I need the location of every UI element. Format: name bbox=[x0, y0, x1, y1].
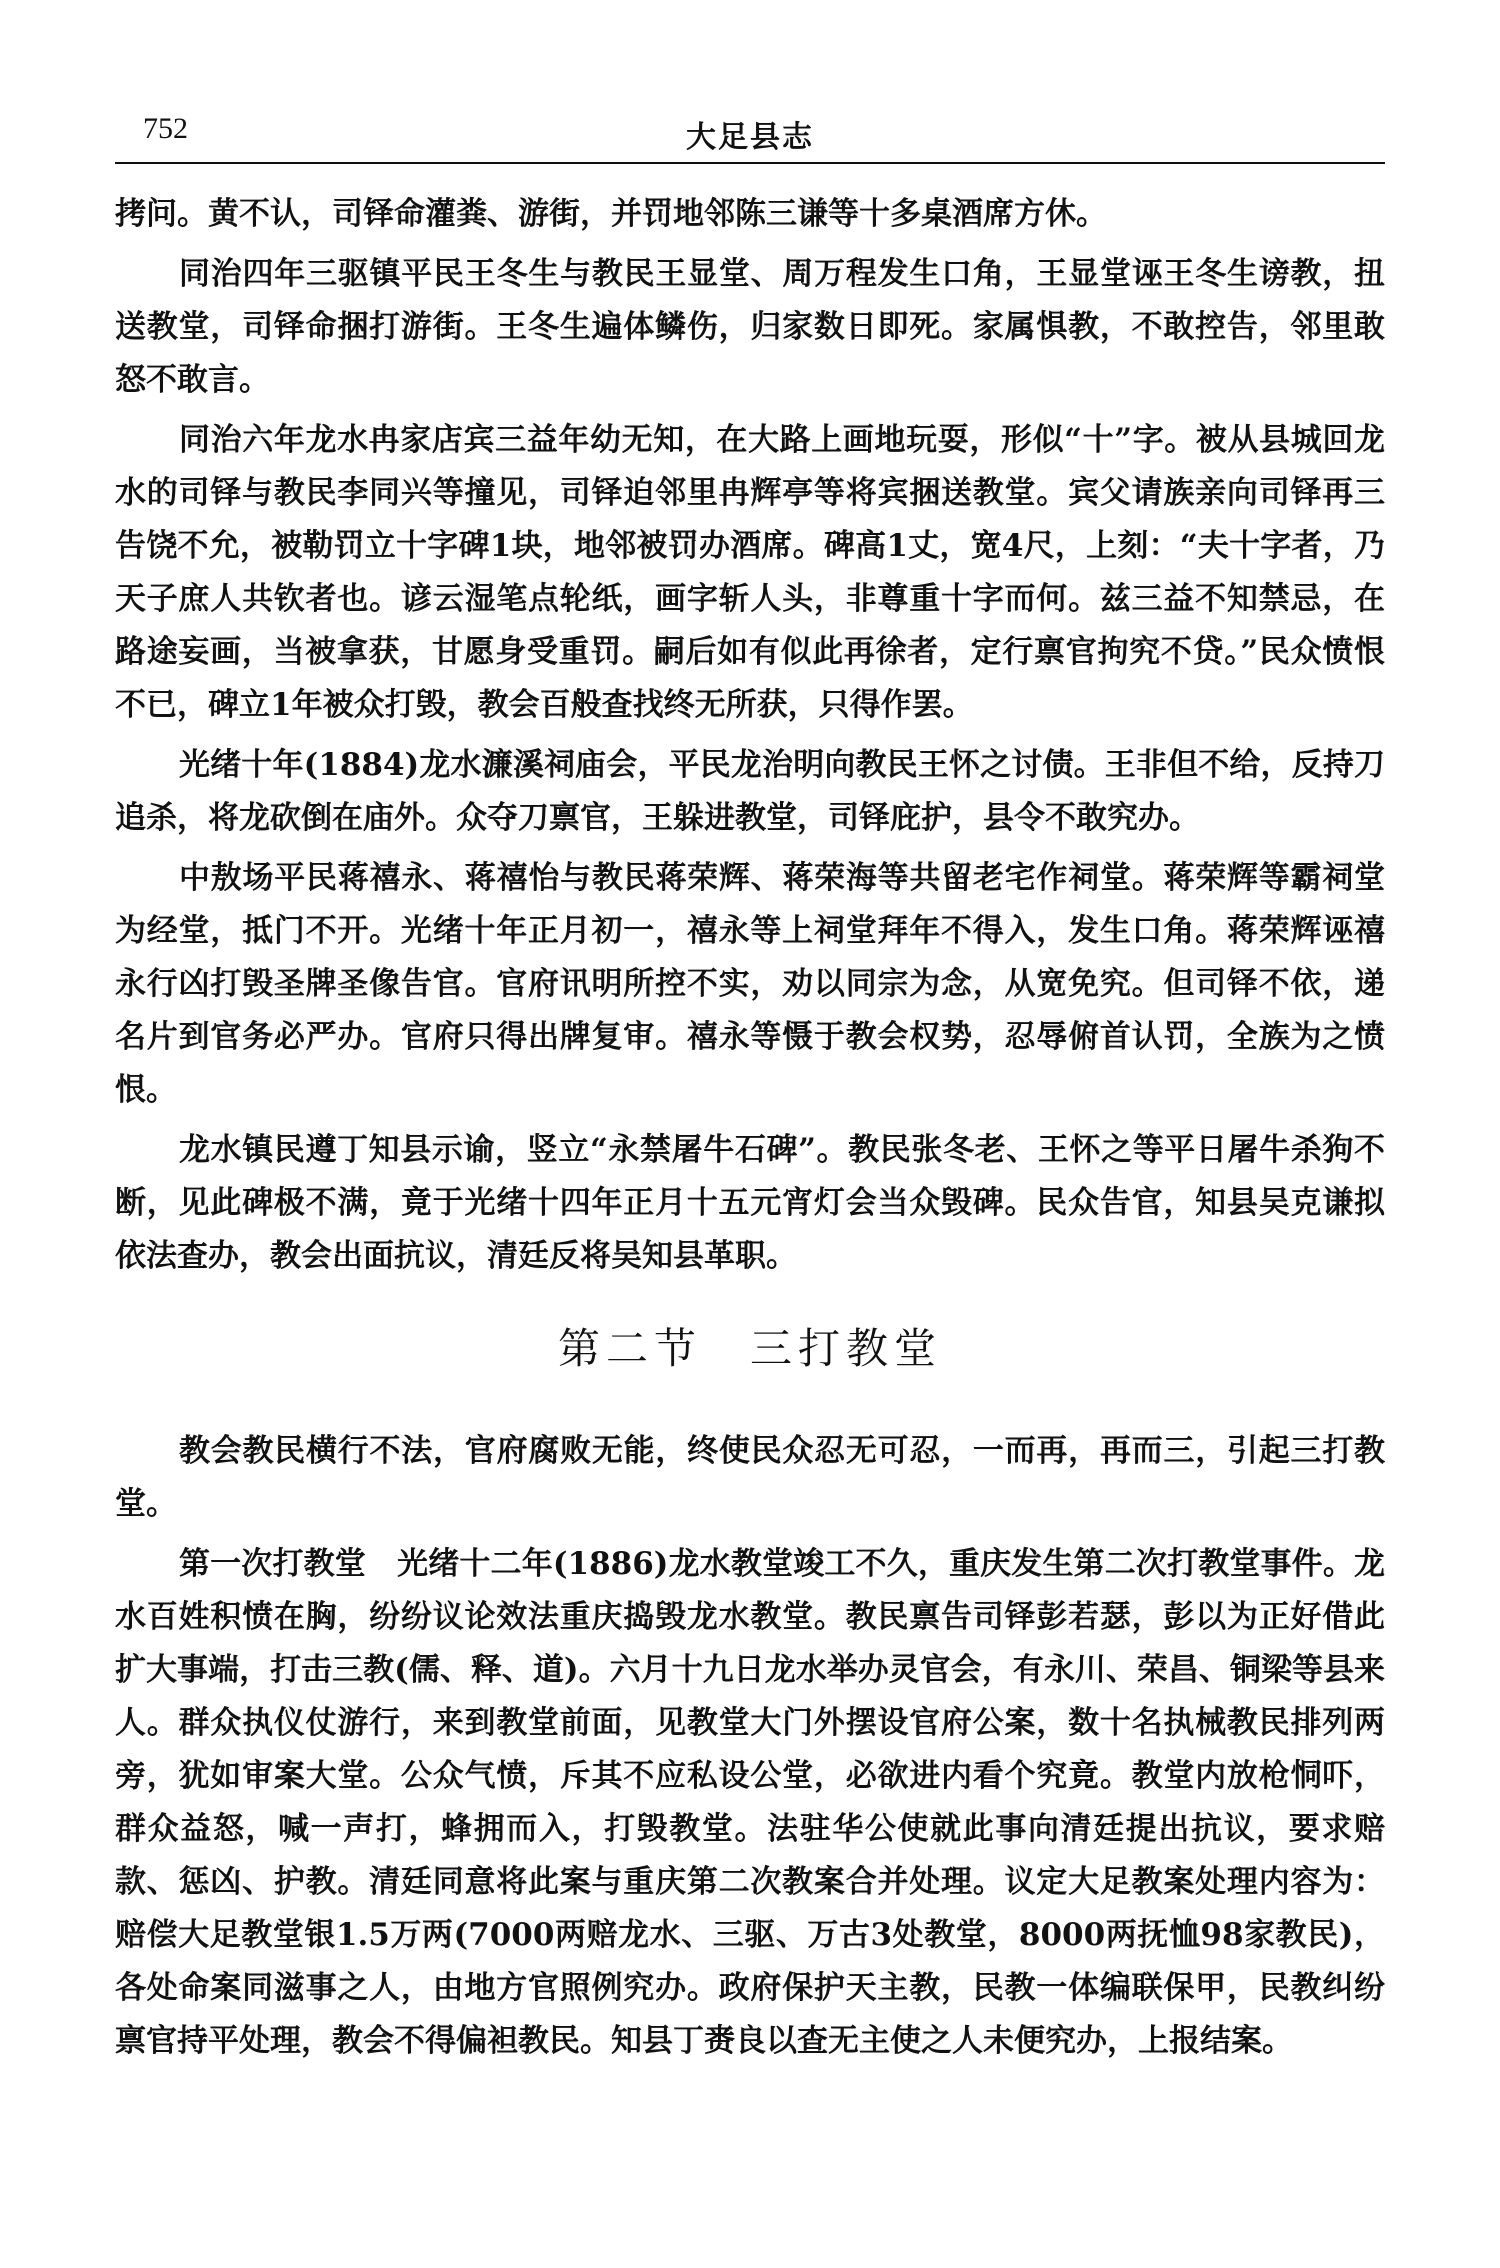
paragraph: 同治四年三驱镇平民王冬生与教民王显堂、周万程发生口角，王显堂诬王冬生谤教，扭送教堂，司铎命捆打游街。王冬生遍体鳞伤，归家数日即死。家属惧教，不敢控告，邻里敢怒不敢言。 bbox=[115, 256, 1385, 398]
section-heading bbox=[115, 1319, 1385, 1379]
paragraph: 中敖场平民蒋禧永、蒋禧怡与教民蒋荣辉、蒋荣海等共留老宅作祠堂。蒋荣辉等霸祠堂为经堂，抵门不开。光绪十年正月初一，禧永等上祠堂拜年不得入，发生口角。蒋荣辉诬禧永行凶打毁圣牌圣像告官。官府讯明所控不实，劝以同宗为念，从宽免究。但司铎不依，递名片到官务必严办。官府只得出牌复审。禧永等慑于教会权势，忍辱俯首认罚，全族为之愤恨。 bbox=[115, 860, 1385, 1108]
paragraph: 教会教民横行不法，官府腐败无能，终使民众忍无可忍，一而再，再而三，引起三打教堂。 bbox=[115, 1433, 1385, 1522]
section-number: 第二节 bbox=[557, 1324, 702, 1373]
paragraph: 龙水镇民遵丁知县示谕，竖立“永禁屠牛石碑”。教民张冬老、王怀之等平日屠牛杀狗不断，见此碑极不满，竟于光绪十四年正月十五元宵灯会当众毁碑。民众告官，知县吴克谦拟依法查办，教会出面抗议，清廷反将吴知县革职。 bbox=[115, 1132, 1385, 1274]
paragraph: 同治六年龙水冉家店宾三益年幼无知，在大路上画地玩耍，形似“十”字。被从县城回龙水的司铎与教民李同兴等撞见，司铎迫邻里冉辉亭等将宾捆送教堂。宾父请族亲向司铎再三告饶不允，被勒罚立十字碑1块，地邻被罚办酒席。碑高1丈，宽4尺，上刻：“夫十字者，乃天子庶人共钦者也。谚云湿笔点轮纸，画字斩人头，非尊重十字而何。兹三益不知禁忌，在路途妄画，当被拿获，甘愿身受重罚。嗣后如有似此再徐者，定行禀官拘究不贷。”民众愤恨不已，碑立1年被众打毁，教会百般查找终无所获，只得作罢。 bbox=[115, 422, 1385, 723]
body-text bbox=[115, 188, 1385, 2075]
paragraph: 拷问。黄不认，司铎命灌粪、游街，并罚地邻陈三谦等十多桌酒席方休。 bbox=[115, 196, 1107, 232]
running-title: 大足县志 bbox=[686, 120, 814, 155]
page-number: 752 bbox=[143, 112, 188, 145]
paragraph: 第一次打教堂 光绪十二年(1886)龙水教堂竣工不久，重庆发生第二次打教堂事件。龙水百姓积愤在胸，纷纷议论效法重庆捣毁龙水教堂。教民禀告司铎彭若瑟，彭以为正好借此扩大事端，打击三教(儒、释、道)。六月十九日龙水举办灵官会，有永川、荣昌、铜梁等县来人。群众执仪仗游行，来到教堂前面，见教堂大门外摆设官府公案，数十名执械教民排列两旁，犹如审案大堂。公众气愤，斥其不应私设公堂，必欲进内看个究竟。教堂内放枪恫吓，群众益怒，喊一声打，蜂拥而入，打毁教堂。法驻华公使就此事向清廷提出抗议，要求赔款、惩凶、护教。清廷同意将此案与重庆第二次教案合并处理。议定大足教案处理内容为：赔偿大足教堂银1.5万两(7000两赔龙水、三驱、万古3处教堂，8000两抚恤98家教民)，各处命案同滋事之人，由地方官照例究办。政府保护天主教，民教一体编联保甲，民教纠纷禀官持平处理，教会不得偏袒教民。知县丁赉良以查无主使之人未便究办，上报结案。 bbox=[115, 1546, 1385, 2059]
header-rule bbox=[115, 162, 1385, 164]
section-title: 三打教堂 bbox=[750, 1324, 943, 1373]
page-header bbox=[115, 108, 1385, 160]
paragraph: 光绪十年(1884)龙水濂溪祠庙会，平民龙治明向教民王怀之讨债。王非但不给，反持刀追杀，将龙砍倒在庙外。众夺刀禀官，王躲进教堂，司铎庇护，县令不敢究办。 bbox=[115, 747, 1385, 836]
